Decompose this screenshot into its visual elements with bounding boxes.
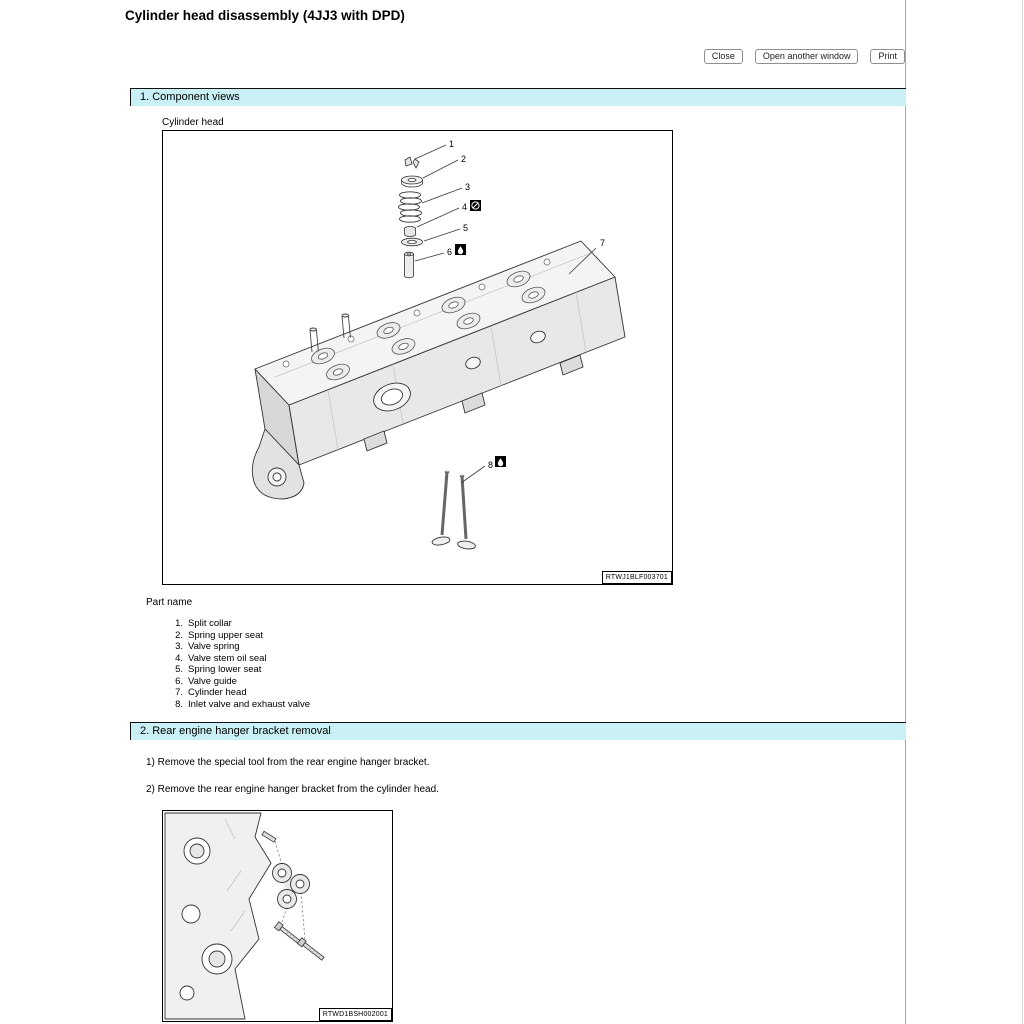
open-another-window-button[interactable]: Open another window [755,49,859,64]
part-number: 2. [175,629,183,641]
hanger-bracket [273,864,310,909]
part-list-item [171,630,310,642]
page-title: Cylinder head disassembly (4JJ3 with DPD) [125,8,405,23]
callout-3: 3 [465,182,471,192]
callout-4: 4 [462,202,468,212]
callout-5: 5 [463,223,469,233]
part-label: Valve guide [188,675,237,687]
part-list-item [171,687,310,699]
figure-1-box [162,130,673,585]
section-1-header [130,88,906,106]
part-number: 3. [175,641,183,652]
part-label: Split collar [188,618,232,629]
cylinder-head-body [252,241,625,499]
figure-1-code: RTWJ1BLF003701 [602,571,672,584]
section-2-header [130,722,906,740]
callout-2: 2 [461,154,467,164]
part-label: Inlet valve and exhaust valve [188,698,310,710]
part-number: 6. [175,675,183,687]
engine-block-partial [165,813,271,1019]
part-list-item [171,699,310,711]
toolbar [0,49,905,64]
part-label: Spring upper seat [188,629,263,641]
close-button[interactable]: Close [704,49,743,64]
part-list-item [171,653,310,665]
part-number: 4. [175,652,183,664]
figure-2-code: RTWD1BSH002001 [319,1008,392,1021]
section-2-title: 2. Rear engine hanger bracket removal [140,725,331,737]
apply-oil-icon [495,456,506,467]
part-list-item [171,618,310,630]
window-right-edge [1022,0,1023,1024]
part-list-item [171,664,310,676]
part-label: Spring lower seat [188,664,262,675]
part-number: 8. [175,698,183,710]
part-list-item [171,641,310,653]
callout-8: 8 [488,460,494,470]
cylinder-head-exploded-diagram [163,131,672,584]
step-1-text: 1) Remove the special tool from the rear engine hanger bracket. [146,757,430,768]
part-label: Cylinder head [188,687,247,698]
valves [431,471,475,550]
callout-7: 7 [600,238,606,248]
do-not-reuse-icon [470,200,481,211]
bracket-bolts [274,922,325,962]
section-1-title: 1. Component views [140,91,240,103]
figure-2-box [162,810,393,1022]
callout-1: 1 [449,139,455,149]
part-number: 7. [175,687,183,698]
part-number: 5. [175,664,183,675]
part-name-list [171,618,310,710]
part-list-item [171,676,310,688]
print-button[interactable]: Print [870,49,905,64]
part-number: 1. [175,618,183,629]
rear-hanger-bracket-diagram [163,811,392,1021]
figure-1-label: Cylinder head [162,117,224,128]
part-name-heading: Part name [146,597,193,608]
part-label: Valve stem oil seal [188,652,267,664]
apply-oil-icon [455,244,466,255]
part-label: Valve spring [188,641,240,652]
callout-6: 6 [447,247,453,257]
step-2-text: 2) Remove the rear engine hanger bracket from the cylinder head. [146,784,439,795]
block-stud [262,831,276,842]
